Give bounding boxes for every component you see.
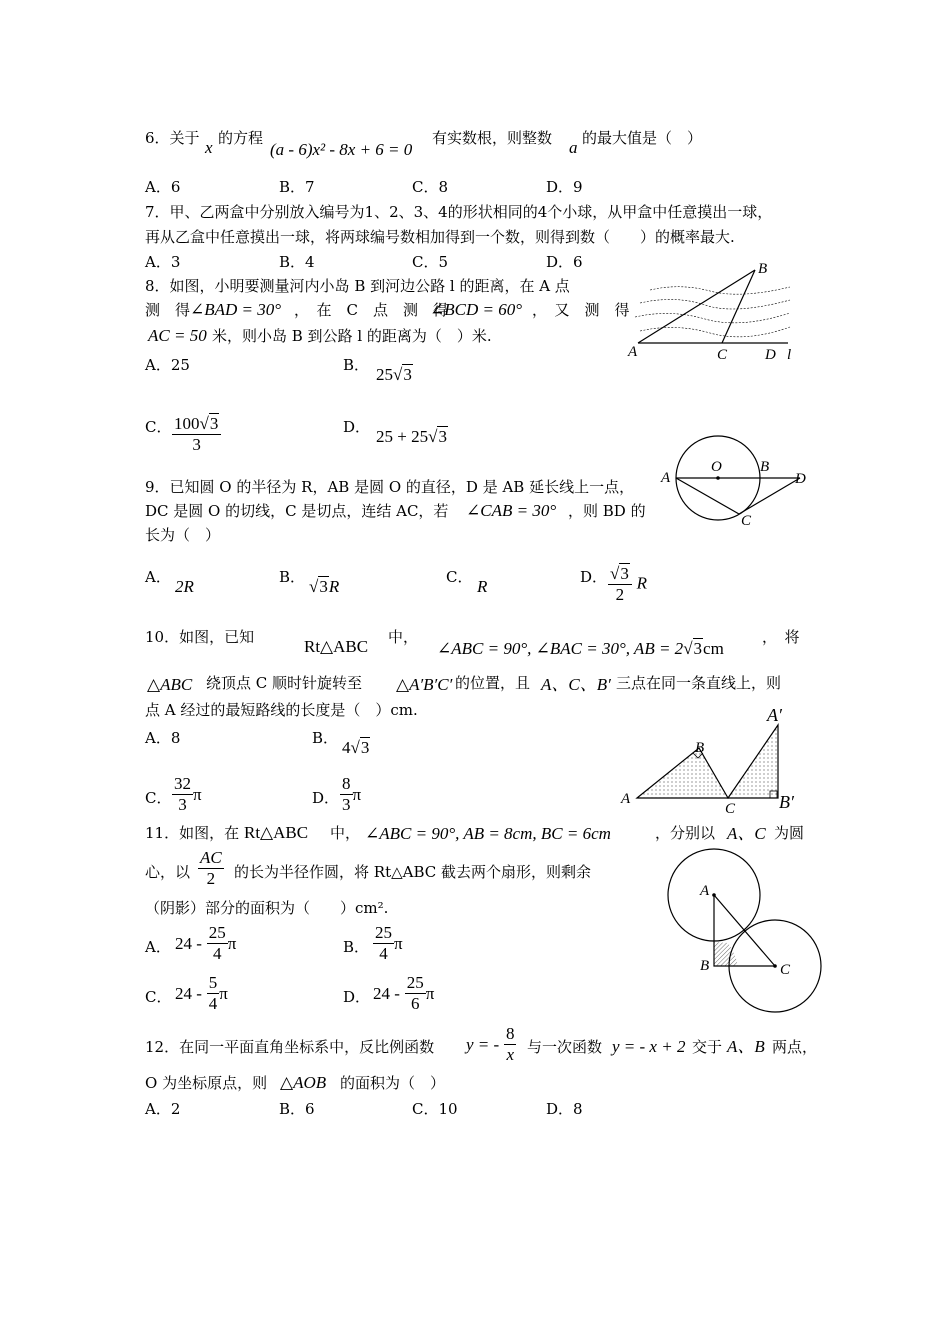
q12-func2: y = - x + 2 (612, 1037, 686, 1056)
q9-angle: ∠CAB = 30° (466, 501, 557, 520)
q11-option-d: 24 - $\frac{25}{6}$ π (373, 973, 435, 1013)
q7-line1: 7．甲、乙两盒中分别放入编号为1、2、3、4的形状相同的4个小球，从甲盒中任意摸出一球， (145, 203, 773, 221)
q11-rt: Rt△ABC (244, 823, 309, 842)
q9-line3: 长为（ ） (145, 526, 221, 544)
q10-line2b: 的位置，且 (455, 674, 531, 692)
q8-fig-label-d: D (765, 347, 776, 363)
q10-option-b: 4√3 (342, 738, 370, 757)
q8-option-d-label: D． (343, 418, 371, 436)
q10-fig-label-b1: B′ (779, 792, 794, 812)
q6-stem-c: 有实数根，则整数 (432, 129, 553, 147)
q8-option-d: 25 + 25√3 (376, 427, 447, 446)
q7-option-d: D．6 (546, 253, 583, 271)
q11-option-c-label: C． (145, 988, 172, 1006)
q8-line2c: ， 又 测 得 (532, 301, 630, 319)
q7-option-c: C．5 (412, 253, 449, 271)
q8-dist: AC = 50 (148, 326, 207, 345)
q8-fig-label-b: B (758, 261, 768, 277)
q6-equation: (a - 6)x² - 8x + 6 = 0 (270, 140, 413, 159)
q8-line2b: ， 在 C 点 测 得 (294, 301, 448, 319)
q9-line2a: DC 是圆 O 的切线，C 是切点，连结 AC，若 (145, 502, 449, 520)
q10-pts: A、C、B′ (541, 675, 611, 694)
q12-line1b: 与一次函数 (527, 1038, 603, 1056)
q12-func1: y = - $\frac{8}{x}$ (466, 1024, 515, 1064)
q8-fig-label-a: A (628, 344, 638, 360)
q11-line1c: ，分别以 (655, 824, 716, 842)
q8-option-b-label: B． (343, 356, 370, 374)
q8-line1: 8．如图，小明要测量河内小岛 B 到河边公路 l 的距离，在 A 点 (145, 277, 570, 295)
q9-figure (655, 435, 815, 530)
q10-line1b: 中， (388, 628, 419, 646)
q10-line1a: 10．如图，已知 (145, 628, 255, 646)
q11-option-b: $\frac{25}{4}$ π (375, 923, 403, 963)
q6-option-d: D．9 (546, 178, 583, 196)
q10-fig-label-b: B (695, 740, 705, 756)
q6-option-c: C．8 (412, 178, 449, 196)
q8-option-b: 25√3 (376, 365, 412, 384)
q11-radius-frac: $\frac{AC}{2}$ (200, 848, 222, 888)
q8-angle1: ∠BAD = 30° (190, 300, 282, 319)
q10-option-d: $\frac{8}{3}$ π (342, 774, 362, 814)
q9-option-b: √3R (309, 577, 340, 596)
q8-fig-label-c: C (717, 347, 728, 363)
q11-option-a: 24 - $\frac{25}{4}$ π (175, 923, 237, 963)
q12-line1d: 两点， (772, 1038, 818, 1056)
q10-line2c: 三点在同一条直线上，则 (616, 674, 782, 692)
q9-fig-label-o: O (711, 459, 722, 475)
q6-option-a: A．6 (145, 178, 181, 196)
q12-line2a: O 为坐标原点，则 (145, 1074, 268, 1092)
q8-fig-label-l: l (787, 347, 792, 363)
q10-tri2: △A′B′C′ (396, 675, 453, 694)
q10-fig-label-a1: A′ (767, 705, 782, 725)
q9-option-a: 2R (175, 577, 194, 596)
q9-fig-label-d: D (795, 471, 806, 487)
q7-line2: 再从乙盒中任意摸出一球，将两球编号数相加得到一个数，则得到数（ ）的概率最大. (145, 228, 735, 246)
q8-option-c-label: C． (145, 418, 172, 436)
q10-rt: Rt△ABC (304, 637, 369, 656)
q10-figure (615, 705, 805, 815)
q10-option-c-label: C． (145, 789, 172, 807)
q11-option-a-label: A． (145, 938, 171, 956)
q12-tri: △AOB (280, 1073, 327, 1092)
q8-line3: 米，则小岛 B 到公路 l 的距离为（ ）米. (212, 327, 492, 345)
q10-tri: △ABC (147, 675, 193, 694)
q12-line2b: 的面积为（ ） (340, 1074, 446, 1092)
q9-option-c: R (477, 577, 488, 596)
q9-line2b: ，则 BD 的 (568, 502, 646, 520)
q10-line3: 点 A 经过的最短路线的长度是（ ）cm. (145, 701, 418, 719)
q7-option-a: A．3 (145, 253, 181, 271)
q9-option-c-label: C． (446, 568, 473, 586)
q9-option-a-label: A． (145, 568, 171, 586)
q10-option-d-label: D． (312, 789, 340, 807)
q12-line1c: 交于 (692, 1038, 723, 1056)
q11-fig-label-a: A (700, 883, 710, 899)
q11-fig-label-c: C (780, 962, 791, 978)
q8-option-c: $\frac{100√3}{3}$ (172, 414, 221, 455)
q10-option-a: A．8 (145, 729, 181, 747)
q11-conds: ∠ABC = 90°, AB = 8cm, BC = 6cm (365, 824, 611, 843)
q12-option-b: B．6 (279, 1100, 315, 1118)
q6-var-a: a (569, 138, 578, 157)
q7-option-b: B．4 (279, 253, 315, 271)
q11-line1b: 中， (330, 824, 361, 842)
q8-angle2: ∠BCD = 60° (430, 300, 523, 319)
q11-fig-label-b: B (700, 958, 710, 974)
q11-line3: （阴影）部分的面积为（ ）cm². (145, 899, 389, 917)
q6-option-b: B．7 (279, 178, 315, 196)
q6-stem-d: 的最大值是（ ） (582, 129, 703, 147)
q9-option-b-label: B． (279, 568, 306, 586)
q9-fig-label-a: A (661, 470, 671, 486)
q10-fig-label-a: A (621, 791, 631, 807)
q9-fig-label-c: C (741, 513, 752, 529)
q11-line1d: 为圆 (774, 824, 805, 842)
q8-line2a: 测 得 (145, 301, 191, 319)
q10-line2a: 绕顶点 C 顺时针旋转至 (206, 674, 363, 692)
q9-fig-label-b: B (760, 459, 770, 475)
q9-option-d-label: D． (580, 568, 608, 586)
q11-option-d-label: D． (343, 988, 371, 1006)
q12-pts: A、B (727, 1037, 765, 1056)
q11-line2b: 的长为半径作圆，将 Rt△ABC 截去两个扇形，则剩余 (234, 863, 592, 881)
q12-option-a: A．2 (145, 1100, 181, 1118)
q10-conds: ∠ABC = 90°, ∠BAC = 30°, AB = 2√3cm (437, 639, 724, 658)
q9-option-d: $\frac{√3}{2}$ R (610, 564, 648, 604)
q11-option-c: 24 - $\frac{5}{4}$ π (175, 973, 228, 1013)
q8-figure (620, 255, 800, 365)
q11-line2a: 心，以 (145, 863, 191, 881)
q12-option-c: C．10 (412, 1100, 458, 1118)
q10-fig-label-c: C (725, 801, 736, 815)
q12-option-d: D．8 (546, 1100, 583, 1118)
q9-line1: 9．已知圆 O 的半径为 R，AB 是圆 O 的直径，D 是 AB 延长线上一点， (145, 478, 635, 496)
q11-line1a: 11．如图，在 (145, 824, 240, 842)
q6-stem-a: 6．关于 (145, 129, 200, 147)
q11-option-b-label: B． (343, 938, 370, 956)
q10-option-b-label: B． (312, 729, 339, 747)
q6-var-x: x (205, 138, 213, 157)
q10-option-c: $\frac{32}{3}$ π (174, 774, 202, 814)
q11-figure (660, 848, 830, 1018)
q12-line1a: 12．在同一平面直角坐标系中，反比例函数 (145, 1038, 435, 1056)
q11-pts: A、C (727, 824, 766, 843)
q6-stem-b: 的方程 (218, 129, 264, 147)
q10-line1c: ， 将 (762, 628, 800, 646)
q8-option-a: A．25 (145, 356, 190, 374)
